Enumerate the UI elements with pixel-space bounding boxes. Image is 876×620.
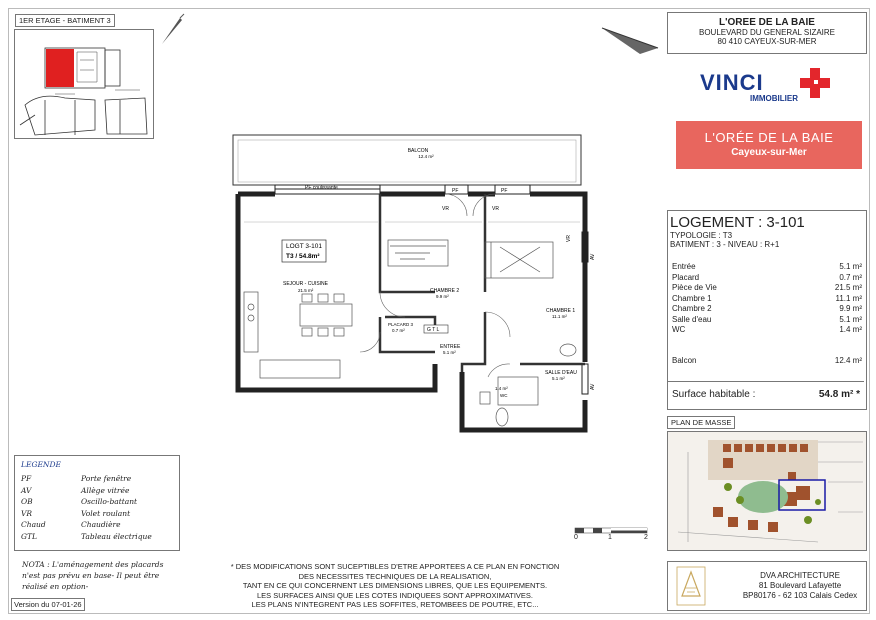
- architect-name: DVA ARCHITECTURE: [760, 571, 840, 580]
- entree-area: 5.1 m²: [443, 350, 456, 355]
- legend-text: Oscillo-battant: [81, 497, 138, 506]
- logement-panel: [667, 210, 867, 410]
- surface-value: 54.8 m² *: [818, 389, 860, 400]
- architect-address-2: BP80176 - 62 103 Calais Cedex: [742, 591, 858, 600]
- legend-code: PF: [21, 474, 32, 483]
- vr-label-2: VR: [492, 206, 499, 212]
- chambre2-label: CHAMBRE 2: [430, 288, 460, 294]
- room-area: 1.4 m²: [839, 325, 862, 334]
- scale-tick-1: 1: [608, 534, 612, 541]
- balcon-row: [672, 356, 862, 367]
- legend-text: Tableau électrique: [81, 531, 152, 541]
- logement-title: LOGEMENT : 3-101: [670, 214, 805, 231]
- plan-masse: [667, 431, 867, 551]
- legend-code: VR: [21, 508, 33, 518]
- room-row: [672, 273, 862, 284]
- legend-code: Chaud: [21, 520, 46, 529]
- legend-list: [21, 473, 179, 542]
- room-name: Placard: [672, 272, 700, 282]
- room-name: Entrée: [672, 262, 696, 271]
- site-plan-drawing: [668, 432, 866, 550]
- room-name: Salle d'eau: [672, 314, 712, 324]
- floor-label: 1ER ETAGE - BATIMENT 3: [15, 14, 115, 27]
- room-row: [672, 315, 862, 326]
- apartment-highlight: [46, 49, 74, 87]
- surface-box: [668, 381, 864, 407]
- vr-label: VR: [442, 206, 449, 212]
- nota-line-1: NOTA : L'aménagement des placards: [22, 560, 164, 569]
- placard-area: 0.7 m²: [392, 328, 405, 333]
- key-plan-drawing: [15, 30, 153, 138]
- pf-label: PF: [452, 188, 459, 194]
- architect-text: [738, 571, 862, 601]
- legend-title: LEGENDE: [21, 460, 61, 469]
- chambre1-area: 11.1 m²: [552, 314, 567, 319]
- room-name: Chambre 2: [672, 304, 712, 313]
- vinci-logo: [700, 64, 840, 104]
- room-row: [672, 294, 862, 305]
- chambre1-label: CHAMBRE 1: [546, 308, 576, 314]
- av-label-2: AV: [590, 383, 596, 390]
- project-address-2: 80 410 CAYEUX-SUR-MER: [717, 37, 817, 46]
- floor-plan: [230, 132, 610, 442]
- wind-arrow-icon: [600, 18, 662, 56]
- sejour-area: 21.5 m²: [298, 288, 314, 293]
- logement-batiment: BATIMENT : 3 - NIVEAU : R+1: [670, 240, 780, 249]
- logt-label: LOGT 3-101: [286, 243, 323, 250]
- project-header: [667, 12, 867, 54]
- salle-eau-area: 5.1 m²: [552, 376, 565, 381]
- vinci-cross-icon: [800, 66, 832, 100]
- project-name: L'OREE DE LA BAIE: [719, 17, 815, 28]
- gtl-label: G T L: [427, 327, 440, 333]
- chambre2-area: 9.9 m²: [436, 294, 449, 299]
- legend-code: GTL: [21, 531, 37, 541]
- legend-item: [21, 519, 179, 531]
- version-label: Version du 07-01-26: [11, 598, 85, 611]
- legend-code: AV: [21, 485, 32, 495]
- key-plan: [14, 29, 154, 139]
- sejour-label: SEJOUR - CUISINE: [283, 281, 329, 287]
- logt-type: T3 / 54.8m²: [286, 253, 320, 260]
- balcon-area: 12.4 m²: [418, 154, 434, 159]
- legend-text: Porte fenêtre: [81, 474, 132, 483]
- room-area: 5.1 m²: [839, 314, 862, 324]
- architect-address-1: 81 Boulevard Lafayette: [758, 581, 842, 590]
- salle-eau-label: SALLE D'EAU: [545, 370, 577, 376]
- room-area: 0.7 m²: [839, 272, 862, 282]
- legend-text: Chaudière: [81, 520, 121, 529]
- logement-typologie: TYPOLOGIE : T3: [670, 231, 733, 240]
- pf-coulissante-label: PF coulissante: [305, 185, 338, 191]
- dva-logo-icon: [676, 566, 706, 606]
- legend-item: [21, 473, 179, 485]
- av-label: AV: [590, 253, 596, 260]
- disclaimer-line: * DES MODIFICATIONS SONT SUCEPTIBLES D'ETRE APPORTEES A CE PLAN EN FONCTION: [230, 562, 560, 571]
- disclaimer-line: LES PLANS N'INTEGRENT PAS LES SOFFITES, RETOMBEES DE POUTRE, ETC...: [251, 600, 539, 609]
- disclaimer-line: DES NECESSITES TECHNIQUES DE LA REALISATION,: [298, 571, 492, 581]
- legend-item: [21, 531, 179, 543]
- legend-item: [21, 508, 179, 520]
- room-name: Pièce de Vie: [672, 283, 717, 292]
- north-arrow-icon: [158, 12, 188, 48]
- disclaimer-line: TANT EN CE QUI CONCERNENT LES DIMENSIONS LIBRES, QUE LES EQUIPEMENTS.: [242, 581, 548, 590]
- legend-item: [21, 485, 179, 497]
- room-area: 21.5 m²: [834, 283, 862, 292]
- room-name: Chambre 1: [672, 293, 712, 303]
- nota-line-3: réalisé en option-: [22, 582, 89, 591]
- project-address-1: BOULEVARD DU GENERAL SIZAIRE: [698, 28, 836, 37]
- room-row: [672, 325, 862, 336]
- placard-label: PLACARD 3: [388, 322, 414, 327]
- legend-item: [21, 496, 179, 508]
- room-row: [672, 283, 862, 294]
- room-name: WC: [672, 325, 686, 334]
- vr-label-3: VR: [566, 235, 572, 242]
- pf-label-2: PF: [501, 188, 508, 194]
- wc-label: WC: [500, 393, 508, 398]
- project-banner: [676, 121, 862, 169]
- wc-area: 1.4 m²: [495, 386, 508, 391]
- room-list: [672, 262, 862, 366]
- disclaimer: [215, 562, 575, 610]
- plan-masse-label: PLAN DE MASSE: [667, 416, 735, 429]
- nota-line-2: n'est pas prévu en base- Il peut être: [22, 571, 160, 580]
- room-area: 12.4 m²: [834, 355, 862, 365]
- room-row: [672, 262, 862, 273]
- room-row: [672, 304, 862, 315]
- disclaimer-line: LES SURFACES AINSI QUE LES COTES INDIQUEES SONT APPROXIMATIVES.: [256, 590, 534, 600]
- architect-panel: [667, 561, 867, 611]
- balcon-label: BALCON: [407, 148, 429, 154]
- vinci-wordmark: VINCI: [700, 70, 764, 95]
- entree-label: ENTREE: [440, 344, 461, 350]
- banner-line-1: L'ORÉE DE LA BAIE: [704, 130, 834, 145]
- surface-label: Surface habitable :: [672, 389, 756, 400]
- vinci-immobilier: IMMOBILIER: [750, 94, 798, 103]
- legend-text: Volet roulant: [81, 508, 131, 518]
- nota: [22, 559, 163, 592]
- room-name: Balcon: [672, 355, 697, 365]
- scale-bar: [574, 524, 648, 544]
- room-area: 9.9 m²: [839, 304, 862, 313]
- scale-tick-2: 2: [644, 534, 648, 541]
- room-area: 11.1 m²: [835, 293, 862, 303]
- room-area: 5.1 m²: [839, 262, 862, 271]
- banner-line-2: Cayeux-sur-Mer: [731, 147, 807, 158]
- legend-code: OB: [21, 497, 33, 506]
- legend-panel: [14, 455, 180, 551]
- scale-tick-0: 0: [574, 534, 578, 541]
- balcon-outline: [233, 135, 581, 185]
- legend-text: Allège vitrée: [81, 485, 130, 495]
